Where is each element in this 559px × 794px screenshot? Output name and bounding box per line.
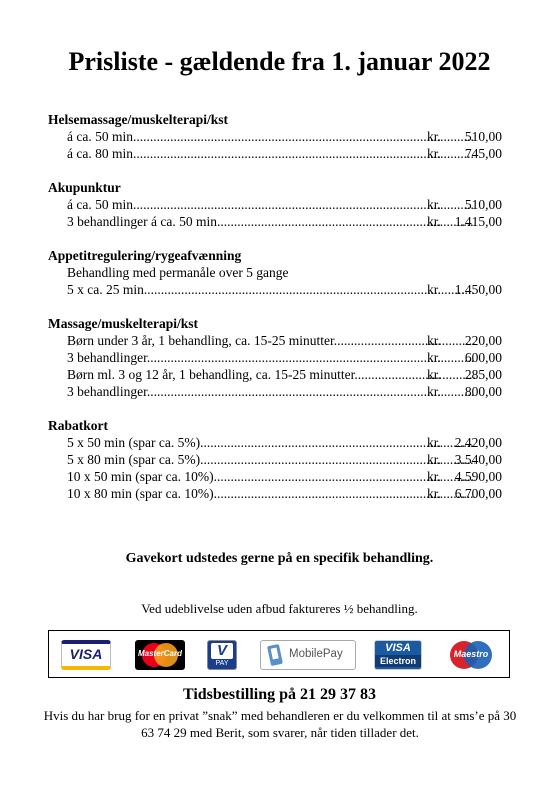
mobilepay-icon (266, 643, 286, 667)
note-text: Behandling med permanåle over 5 gange (67, 265, 289, 280)
currency-label: kr. (427, 333, 441, 348)
row-label: 10 x 80 min (spar ca. 10%) ..... (67, 485, 475, 502)
row-label: á ca. 50 min ..... (67, 196, 475, 213)
price-row (48, 349, 508, 366)
currency-label: kr. (427, 146, 441, 161)
mobilepay-text: MobilePay (289, 648, 343, 660)
row-label: Børn under 3 år, 1 behandling, ca. 15-25 minutter ..... (67, 332, 475, 349)
contact-info: Hvis du har brug for en privat ”snak” med behandleren er du velkommen til at sms’e på 30 63 74 29 med Berit, som svarer, når tiden tillader det. (43, 708, 517, 740)
price-row (48, 366, 508, 383)
visa-electron-logo (374, 640, 422, 670)
visa-logo (61, 640, 111, 670)
row-label: á ca. 80 min ..... (67, 145, 475, 162)
price-section (48, 417, 508, 502)
row-price: 1.450,00 (454, 282, 502, 297)
row-label: Børn ml. 3 og 12 år, 1 behandling, ca. 15-25 minutter ..... (67, 366, 475, 383)
mobilepay-logo (260, 640, 356, 670)
currency-label: kr. (427, 384, 441, 399)
price-row (48, 451, 508, 468)
currency-label: kr. (427, 435, 441, 450)
row-price: 745,00 (464, 146, 502, 161)
section-heading: Appetitregulering/rygeafvænning (48, 248, 242, 263)
price-list (48, 111, 508, 519)
price-section (48, 111, 508, 162)
row-price: 285,00 (464, 367, 502, 382)
vpay-v: V (211, 643, 233, 659)
vpay-sub: PAY (215, 660, 229, 667)
price-row (48, 468, 508, 485)
visa-text: VISA (69, 646, 103, 662)
vpay-logo (207, 640, 237, 670)
cancellation-notice: Ved udeblivelse uden afbud faktureres ½ behandling. (141, 601, 418, 616)
row-price: 4.590,00 (454, 469, 502, 484)
section-heading: Akupunktur (48, 180, 121, 195)
price-section (48, 247, 508, 298)
row-label: 5 x 80 min (spar ca. 5%) ..... (67, 451, 475, 468)
row-label: á ca. 50 min ..... (67, 128, 475, 145)
currency-label: kr. (427, 452, 441, 467)
booking-phone: Tidsbestilling på 21 29 37 83 (182, 686, 377, 703)
currency-label: kr. (427, 197, 441, 212)
currency-label: kr. (427, 367, 441, 382)
price-row (48, 383, 508, 400)
page-title: Prisliste - gældende fra 1. januar 2022 (68, 47, 491, 76)
price-section (48, 179, 508, 230)
row-label: 5 x 50 min (spar ca. 5%) ..... (67, 434, 475, 451)
price-row (48, 145, 508, 162)
price-row (48, 434, 508, 451)
row-label: 10 x 50 min (spar ca. 10%) ..... (67, 468, 475, 485)
payment-cards-box (48, 630, 510, 678)
price-row (48, 281, 508, 298)
section-heading: Helsemassage/muskelterapi/kst (48, 112, 228, 127)
row-price: 6.700,00 (454, 486, 502, 501)
currency-label: kr. (427, 129, 441, 144)
row-price: 3.540,00 (454, 452, 502, 467)
maestro-text: Maestro (453, 649, 489, 659)
section-heading: Rabatkort (48, 418, 108, 433)
visa-electron-bottom: Electron (375, 655, 421, 667)
row-label: 3 behandlinger á ca. 50 min ..... (67, 213, 475, 230)
price-row (48, 485, 508, 502)
row-price: 510,00 (464, 197, 502, 212)
section-heading: Massage/muskelterapi/kst (48, 316, 198, 331)
currency-label: kr. (427, 486, 441, 501)
visa-electron-top: VISA (385, 642, 411, 654)
row-price: 510,00 (464, 129, 502, 144)
row-label: 3 behandlinger ..... (67, 383, 475, 400)
mastercard-text: MasterCard (137, 649, 182, 658)
row-price: 2.420,00 (454, 435, 502, 450)
row-price: 600,00 (464, 350, 502, 365)
row-label: 5 x ca. 25 min ..... (67, 281, 475, 298)
maestro-logo (443, 640, 499, 670)
row-label: 3 behandlinger ..... (67, 349, 475, 366)
currency-label: kr. (427, 282, 441, 297)
gift-card-notice: Gavekort udstedes gerne på en specifik behandling. (125, 551, 434, 566)
price-row (48, 332, 508, 349)
currency-label: kr. (427, 214, 441, 229)
currency-label: kr. (427, 469, 441, 484)
mastercard-logo (135, 640, 185, 670)
price-row (48, 213, 508, 230)
row-price: 800,00 (464, 384, 502, 399)
section-note (48, 264, 508, 281)
row-price: 220,00 (464, 333, 502, 348)
currency-label: kr. (427, 350, 441, 365)
price-row (48, 128, 508, 145)
price-row (48, 196, 508, 213)
price-section (48, 315, 508, 400)
row-price: 1.415,00 (454, 214, 502, 229)
